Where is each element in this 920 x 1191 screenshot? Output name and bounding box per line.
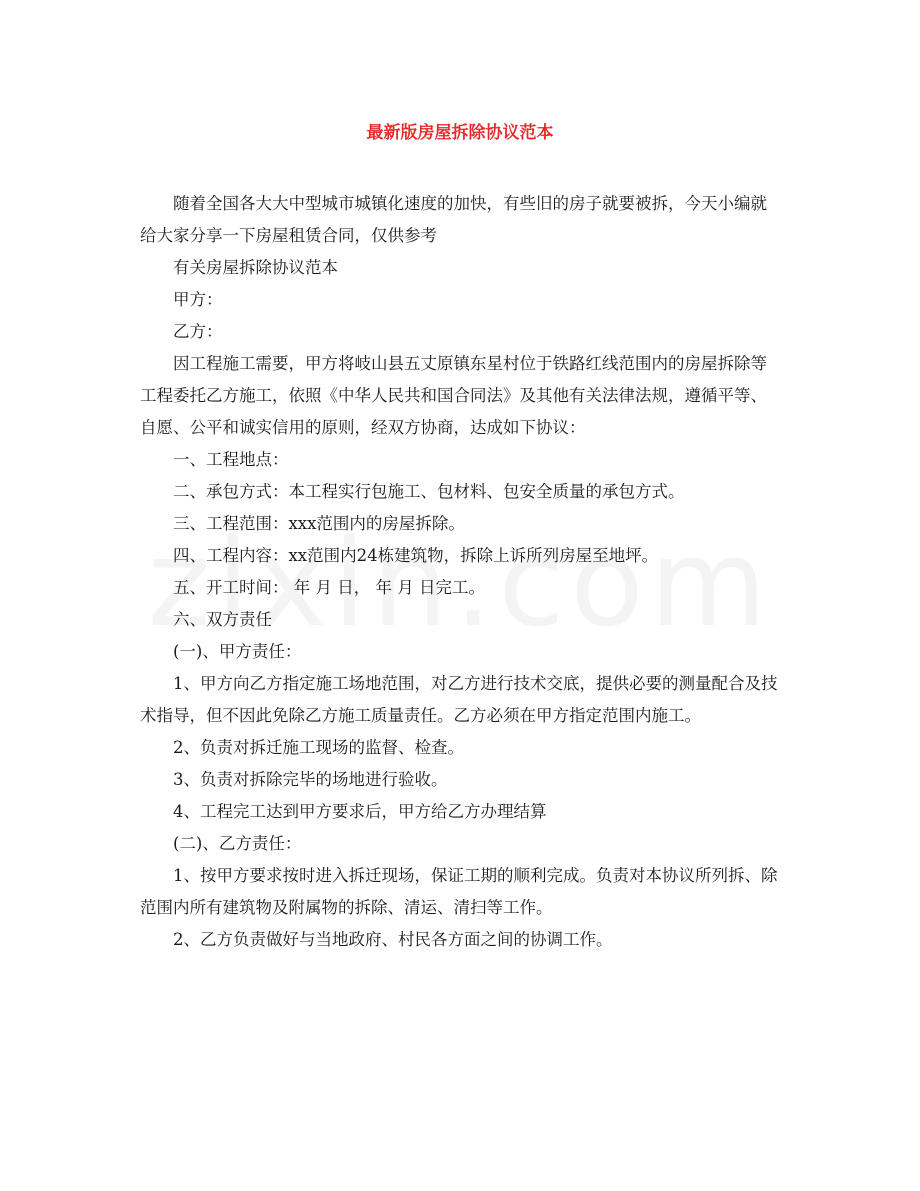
paragraph-clause-1: 一、工程地点： [173, 450, 289, 469]
paragraph-preamble: 因工程施工需要，甲方将岐山县五丈原镇东星村位于铁路红线范围内的房屋拆除等工程委托乙方施工，依照《中华人民共和国合同法》及其他有关法律法规，遵循平等、自愿、公平和诚实信用的原则，经双方协商，达成如下协议： [140, 354, 767, 437]
paragraph-party-a-duty-3: 3、负责对拆除完毕的场地进行验收。 [173, 770, 448, 789]
paragraph-subtitle: 有关房屋拆除协议范本 [173, 258, 338, 277]
document-title: 最新版房屋拆除协议范本 [366, 123, 554, 143]
paragraph-party-b-duties: (二)、乙方责任： [173, 834, 302, 853]
paragraph-clause-4: 四、工程内容：xx范围内24栋建筑物，拆除上诉所列房屋至地坪。 [173, 546, 659, 565]
paragraph-party-a-duties: (一)、甲方责任： [173, 642, 302, 661]
paragraph-party-a-duty-4: 4、工程完工达到甲方要求后，甲方给乙方办理结算 [173, 802, 547, 821]
paragraph-party-a-duty-2: 2、负责对拆迁施工现场的监督、检查。 [173, 738, 464, 757]
paragraph-clause-3: 三、工程范围：xxx范围内的房屋拆除。 [173, 514, 465, 533]
document-body [140, 188, 780, 956]
paragraph-party-b-duty-1: 1、按甲方要求按时进入拆迁现场，保证工期的顺利完成。负责对本协议所列拆、除范围内所有建筑物及附属物的拆除、清运、清扫等工作。 [140, 866, 778, 917]
paragraph-party-a-duty-1: 1、甲方向乙方指定施工场地范围，对乙方进行技术交底，提供必要的测量配合及技术指导，但不因此免除乙方施工质量责任。乙方必须在甲方指定范围内施工。 [140, 674, 778, 725]
paragraph-clause-6: 六、双方责任 [173, 610, 272, 629]
paragraph-clause-5: 五、开工时间： 年 月 日， 年 月 日完工。 [173, 578, 485, 597]
paragraph-party-a: 甲方： [173, 290, 223, 309]
paragraph-clause-2: 二、承包方式：本工程实行包施工、包材料、包安全质量的承包方式。 [173, 482, 685, 501]
paragraph-party-b-duty-2: 2、乙方负责做好与当地政府、村民各方面之间的协调工作。 [173, 930, 613, 949]
paragraph-party-b: 乙方： [173, 322, 223, 341]
paragraph-intro: 随着全国各大大中型城市城镇化速度的加快，有些旧的房子就要被拆，今天小编就给大家分享一下房屋租赁合同，仅供参考 [140, 194, 767, 245]
